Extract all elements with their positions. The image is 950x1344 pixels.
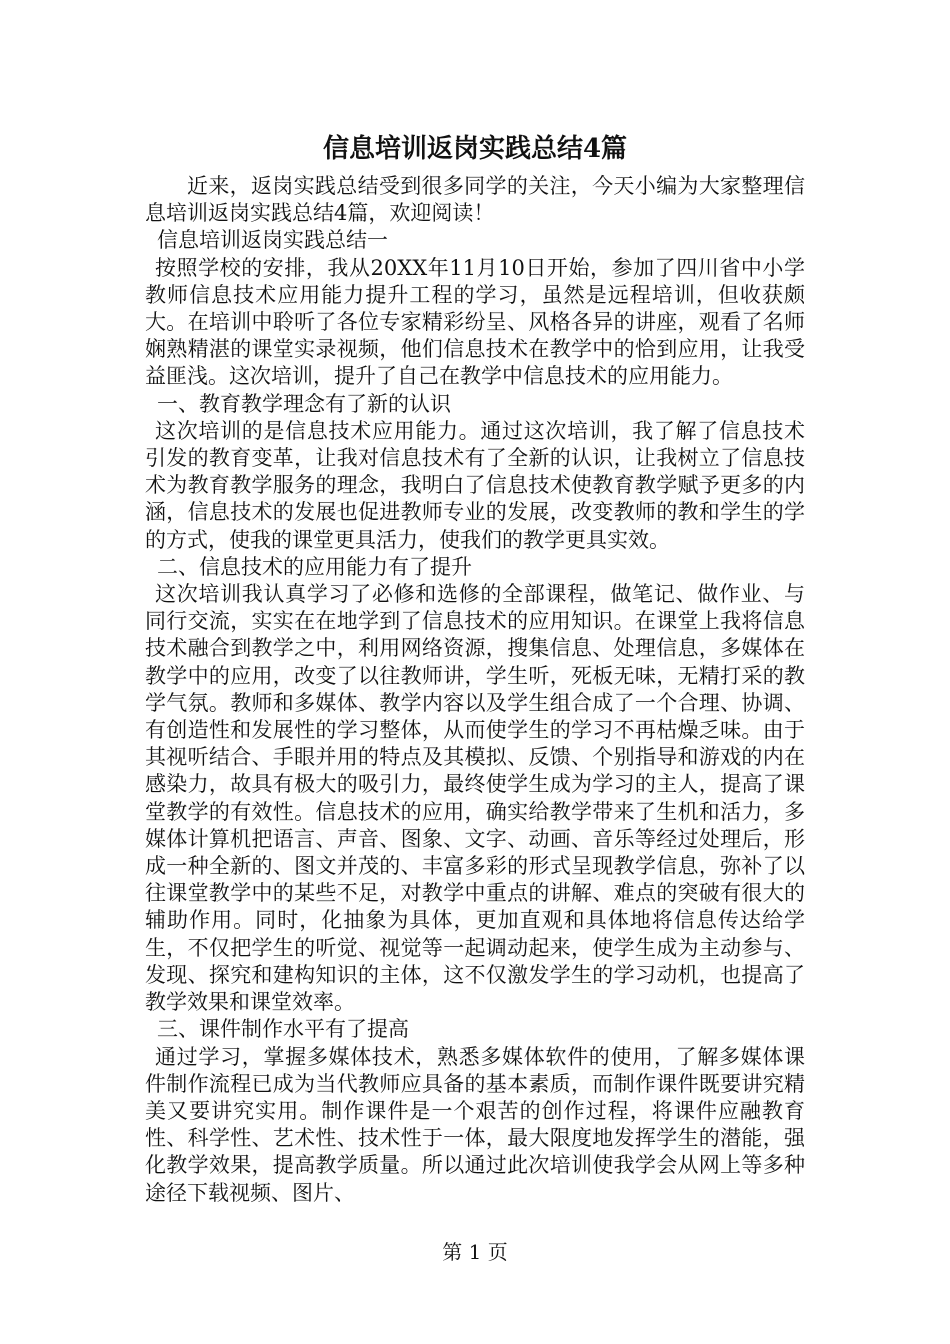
page-number: 第 1 页	[442, 1240, 508, 1264]
heading-one: 一、教育教学理念有了新的认识	[157, 391, 451, 416]
document-title: 信息培训返岗实践总结4篇	[322, 134, 628, 164]
paragraph-one: 这次培训的是信息技术应用能力。通过这次培训，我了解了信息技术引发的教育变革，让我对信息技术有了全新的认识，让我树立了信息技术为教育教学服务的理念，我明白了信息技术使教育教学赋予更多的内涵，信息技术的发展也促进教师专业的发展，改变教师的教和学生的学的方式，使我的课堂更具活力，使我们的教学更具实效。	[145, 418, 805, 552]
paragraph-three: 通过学习，掌握多媒体技术，熟悉多媒体软件的使用，了解多媒体课件制作流程已成为当代教师应具备的基本素质，而制作课件既要讲究精美又要讲究实用。制作课件是一个艰苦的创作过程，将课件应融教育性、科学性、艺术性、技术性于一体，最大限度地发挥学生的潜能，强化教学效果，提高教学质量。所以通过此次培训使我学会从网上等多种途径下载视频、图片、	[145, 1044, 805, 1205]
section-one-paragraph: 按照学校的安排，我从20XX年11月10日开始，参加了四川省中小学教师信息技术应用能力提升工程的学习，虽然是远程培训，但收获颇大。在培训中聆听了各位专家精彩纷呈、风格各异的讲座，观看了名师娴熟精湛的课堂实录视频，他们信息技术在教学中的恰到应用，让我受益匪浅。这次培训，提升了自己在教学中信息技术的应用能力。	[145, 255, 805, 389]
paragraph-two: 这次培训我认真学习了必修和选修的全部课程，做笔记、做作业、与同行交流，实实在在地学到了信息技术的应用知识。在课堂上我将信息技术融合到教学之中，利用网络资源，搜集信息、处理信息，多媒体在教学中的应用，改变了以往教师讲，学生听，死板无味，无精打采的教学气氛。教师和多媒体、教学内容以及学生组合成了一个合理、协调、有创造性和发展性的学习整体，从而使学生的学习不再枯燥乏味。由于其视听结合、手眼并用的特点及其模拟、反馈、个别指导和游戏的内在感染力，故具有极大的吸引力，最终使学生成为学习的主人，提高了课堂教学的有效性。信息技术的应用，确实给教学带来了生机和活力，多媒体计算机把语言、声音、图象、文字、动画、音乐等经过处理后，形成一种全新的、图文并茂的、丰富多彩的形式呈现教学信息，弥补了以往课堂教学中的某些不足，对教学中重点的讲解、难点的突破有很大的辅助作用。同时，化抽象为具体，更加直观和具体地将信息传达给学生，不仅把学生的听觉、视觉等一起调动起来，使学生成为主动参与、发现、探究和建构知识的主体，这不仅激发学生的学习动机，也提高了教学效果和课堂效率。	[145, 582, 805, 1015]
document-body	[145, 173, 805, 1207]
heading-three: 三、课件制作水平有了提高	[157, 1017, 409, 1042]
section-one-title: 信息培训返岗实践总结一	[157, 228, 388, 253]
intro-paragraph: 近来，返岗实践总结受到很多同学的关注，今天小编为大家整理信息培训返岗实践总结4篇，欢迎阅读！	[145, 174, 805, 226]
heading-two: 二、信息技术的应用能力有了提升	[157, 554, 472, 579]
